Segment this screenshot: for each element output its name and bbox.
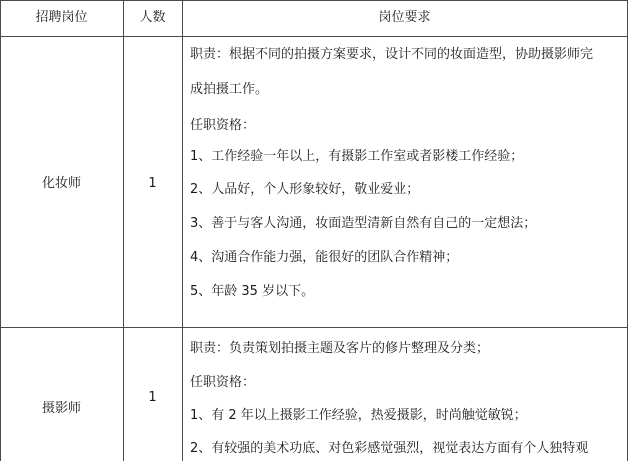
header-count: 人数 [139,10,166,25]
header-divider [0,36,628,37]
row2-requirement-line: 职责：负责策划拍摄主题及客片的修片整理及分类； [190,341,490,356]
row1-requirement-line: 2、人品好，个人形象较好，敬业爱业； [190,182,420,197]
row1-requirement-line: 成拍摄工作。 [190,82,269,97]
row1-requirement-line: 职责：根据不同的拍摄方案要求，设计不同的妆面造型，协助摄影师完 [190,47,594,62]
table-border-left [0,0,1,461]
row2-requirement-line: 任职资格： [190,375,256,390]
row1-position: 化妆师 [41,176,81,191]
row2-requirement-line: 1、有 2 年以上摄影工作经验，热爱摄影，时尚触觉敏锐； [190,408,527,423]
row1-requirement-line: 任职资格： [190,118,256,133]
row2-requirement-line: 2、有较强的美术功底、对色彩感觉强烈，视觉表达方面有个人独特观 [190,441,589,456]
row1-requirement-line: 4、沟通合作能力强，能很好的团队合作精神； [190,250,459,265]
row2-count: 1 [148,390,157,405]
row1-requirement-line: 1、工作经验一年以上，有摄影工作室或者影楼工作经验； [190,149,524,164]
column-divider-2 [182,0,183,461]
row-divider [0,327,628,328]
row2-position: 摄影师 [41,401,81,416]
row1-requirement-line: 5、年龄 35 岁以下。 [190,284,315,299]
row1-count: 1 [148,176,157,191]
table-border-top [0,0,628,1]
header-requirements: 岗位要求 [378,10,431,25]
row1-requirement-line: 3、善于与客人沟通，妆面造型清新自然有自己的一定想法； [190,216,537,231]
header-position: 招聘岗位 [35,10,88,25]
